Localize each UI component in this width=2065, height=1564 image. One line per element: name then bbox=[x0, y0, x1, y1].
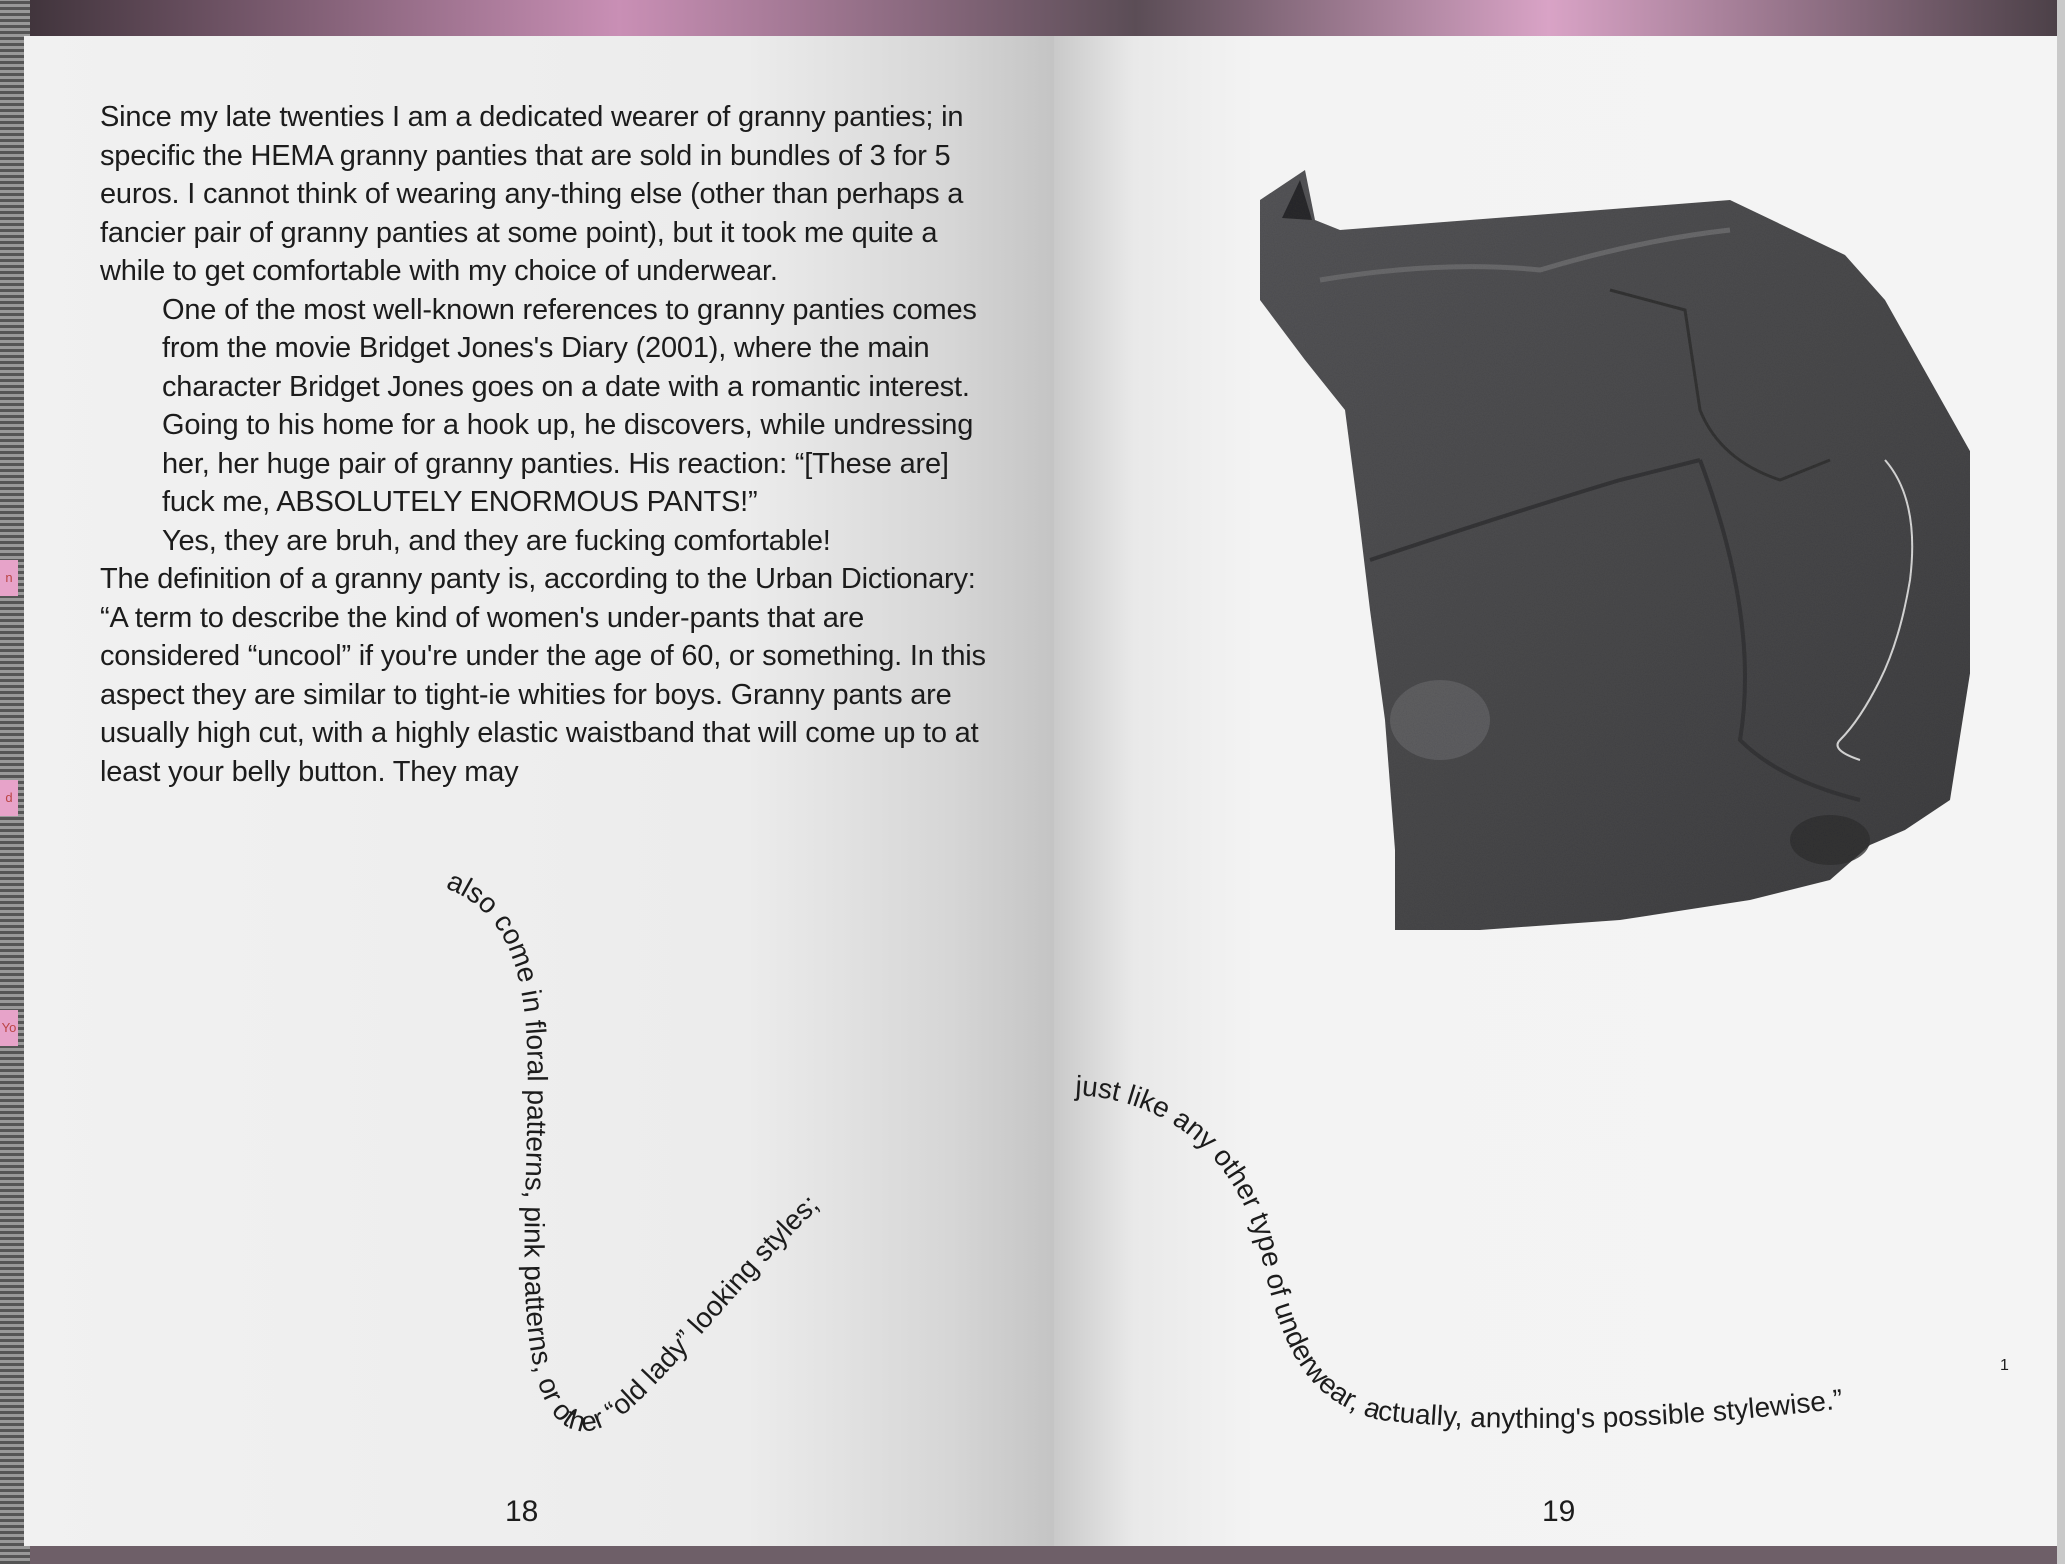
paragraph-exclamation: Yes, they are bruh, and they are fucking comfortable! bbox=[162, 524, 831, 557]
paragraph-bridget-jones: One of the most well-known references to granny panties comes from the movie Bridget Jones's Diary (2001), where the main character Bridget Jones goes on a date with a romantic interest. Going to his home for a hook up, he discovers, while undressing her, her huge pair of granny panties. His reaction: “[These are] fuck me, ABSOLUTELY ENORMOUS PANTS!” bbox=[162, 293, 977, 518]
curved-text-right-path: just like any other type of underwear, actually, anything's possible stylewise.” bbox=[1074, 1070, 1845, 1434]
background-tab: d bbox=[0, 780, 18, 816]
page-number-right: 19 bbox=[1542, 1495, 1576, 1528]
paragraph-definition: The definition of a granny panty is, according to the Urban Dictionary: “A term to describe the kind of women's under-pants that are considered “uncool” if you're under the age of 60, or something. In this aspect they are similar to tight-ie whities for boys. Granny pants are usually high cut, with a highly elastic waistband that will come up to at least your belly button. They may bbox=[100, 563, 986, 788]
background-tab: Yo bbox=[0, 1010, 18, 1046]
curved-text-left-path: also come in floral patterns, pink patterns, or other “old lady” looking styles; bbox=[442, 864, 825, 1438]
paragraph-intro: Since my late twenties I am a dedicated wearer of granny panties; in specific the HEMA granny panties that are sold in bundles of 3 for 5 euros. I cannot think of wearing any-thing else (other than perhaps a fancier pair of granny panties at some point), but it took me quite a while to get comfortable with my choice of underwear. bbox=[100, 101, 964, 287]
curved-text-left bbox=[443, 865, 825, 1438]
curved-text-right bbox=[1074, 1070, 1845, 1434]
background-tab: n bbox=[0, 560, 18, 596]
footnote-marker: 1 bbox=[2000, 1357, 2009, 1374]
page-number-left: 18 bbox=[505, 1495, 539, 1528]
